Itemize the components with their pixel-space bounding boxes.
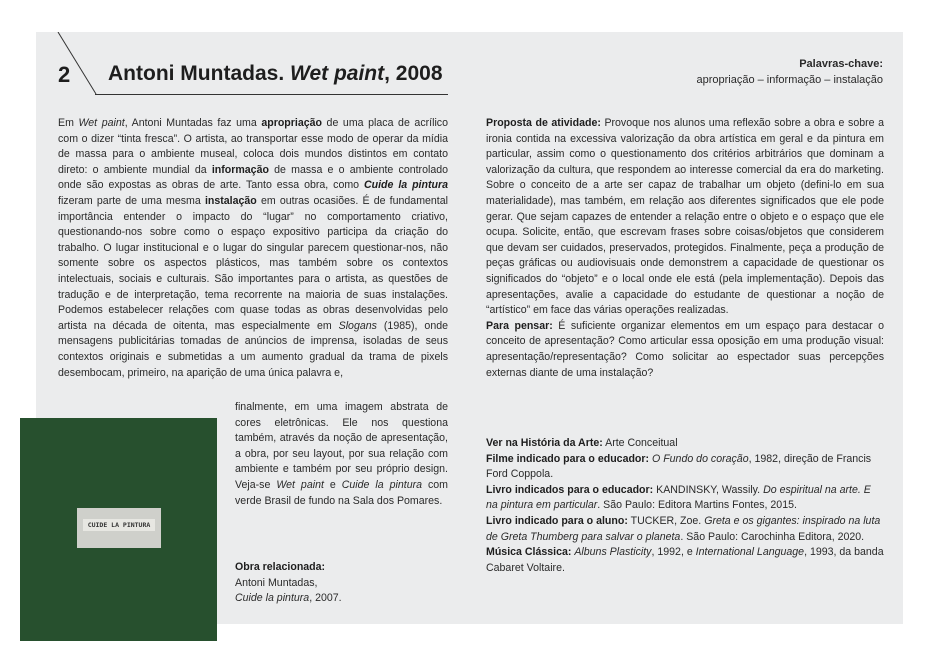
activity-section — [486, 116, 884, 381]
cuide-la-pintura-sign: CUIDE LA PINTURA — [77, 508, 161, 548]
page-title: Antoni Muntadas. Wet paint, 2008 — [108, 62, 443, 85]
keywords-label: Palavras-chave: — [799, 58, 883, 70]
music-ref: Música Clássica: Albuns Plasticity, 1992, e International Language, 1993, da banda Cabaret Voltaire. — [486, 546, 884, 574]
educator-book-ref: Livro indicados para o educador: KANDINSKY, Wassily. Do espiritual na arte. E na pintura em particular. São Paulo: Editora Martins Fontes, 2015. — [486, 483, 871, 512]
description-text: Em Wet paint, Antoni Muntadas faz uma apropriação de uma placa de acrílico com o dizer “tinta fresca”. O artista, ao transportar esse modo de operar da mídia de massa para o ambiente museal, coloca dois mundos distintos em contato direto: o ambiente mundial da informação de massa e o ambiente controlado onde são expostas as obras de arte. Tanto essa obra, como Cuide la pintura fizeram parte de uma mesma instalação em outras ocasiões. É de fundamental importância entender o impacto do “lugar” no comportamento criativo, questionando-nos sobre como o espaço expositivo participa da criação do trabalho. O lugar institucional e o lugar do singular parecem questionar-nos, não somente sobre os aspectos plásticos, mas também sobre os contextos intelectuais, sociais e culturais. São importantes para o artista, as questões de tradução e de interpretação, tema recorrente na maioria de suas instalações. Podemos estabelecer relações com quase todas as obras desenvolvidas pelo artista na década de oitenta, mas especialmente em Slogans (1985), onde mensagens publicitárias tomadas de anúncios de imprensa, isoladas de seus contextos originais e submetidas a um aumento gradual da trama de pixels desembocam, primeiro, na aparição de uma única palavra e, — [58, 117, 448, 379]
keywords-value: apropriação – informação – instalação — [696, 74, 883, 86]
description-text-continued: finalmente, em uma imagem abstrata de cores eletrônicas. Ele nos questiona também, através da noção de apresentação, a obra, por seu layout, por sua relação com ambiente e também por seu próprio design. Veja-se Wet paint e Cuide la pintura com verde Brasil de fundo na Sala dos Pomares. — [235, 401, 449, 507]
section-number: 2 — [58, 62, 71, 87]
activity-proposal: Proposta de atividade: Provoque nos alunos uma reflexão sobre a obra e sobre a ironia contida na excessiva valorização da obra artística em geral e da pintura em particular, assim como o questionamento dos critérios arbitrários que dominam a valorização da cultura, que respondem ao interesse comercial da era do marketing. Sobre o conceito de a arte ser capaz de trabalhar um objeto (defini-lo em sua materialidade), mas também, em relação aos diferentes significados que ele pode gerar. Que sejam capazes de entender a relação entre o objeto e o espaço que ele ocupa. Solicite, então, que escrevam frases sobre coisas/objetos que considerem que devam ser cuidados, preservados, protegidos. Finalmente, peça a produção de peças gráficas ou audiovisuais onde demonstrem a capacidade de questionar os significados do “objeto” e o local onde ele está (pela implementação). Depois das apresentações, avalie a capacidade do estudante de questionar a noção de “artístico” em face das várias operações realizadas. — [486, 117, 884, 317]
keywords — [696, 56, 883, 88]
student-book-ref: Livro indicado para o aluno: TUCKER, Zoe. Greta e os gigantes: inspirado na luta de Greta Thumberg para salvar o planeta. São Paulo: Carochinha Editora, 2020. — [486, 514, 881, 543]
related-work — [235, 560, 448, 607]
related-work-title: Cuide la pintura, 2007. — [235, 592, 342, 605]
related-work-artist: Antoni Muntadas, — [235, 576, 318, 589]
film-ref: Filme indicado para o educador: O Fundo do coração, 1982, direção de Francis Ford Coppola. — [486, 452, 872, 481]
think-about: Para pensar: É suficiente organizar elementos em um espaço para destacar o conceito de apresentação? Como articular essa oposição em uma produção visual: apresentação/representação? Como solicitar ao espectador suas percepções externas diante de uma instalação? — [486, 319, 884, 379]
title-underline — [95, 94, 448, 95]
art-history-ref: Ver na História da Arte: Arte Conceitual — [486, 437, 678, 449]
related-work-label: Obra relacionada: — [235, 561, 326, 573]
references-section — [486, 436, 884, 576]
